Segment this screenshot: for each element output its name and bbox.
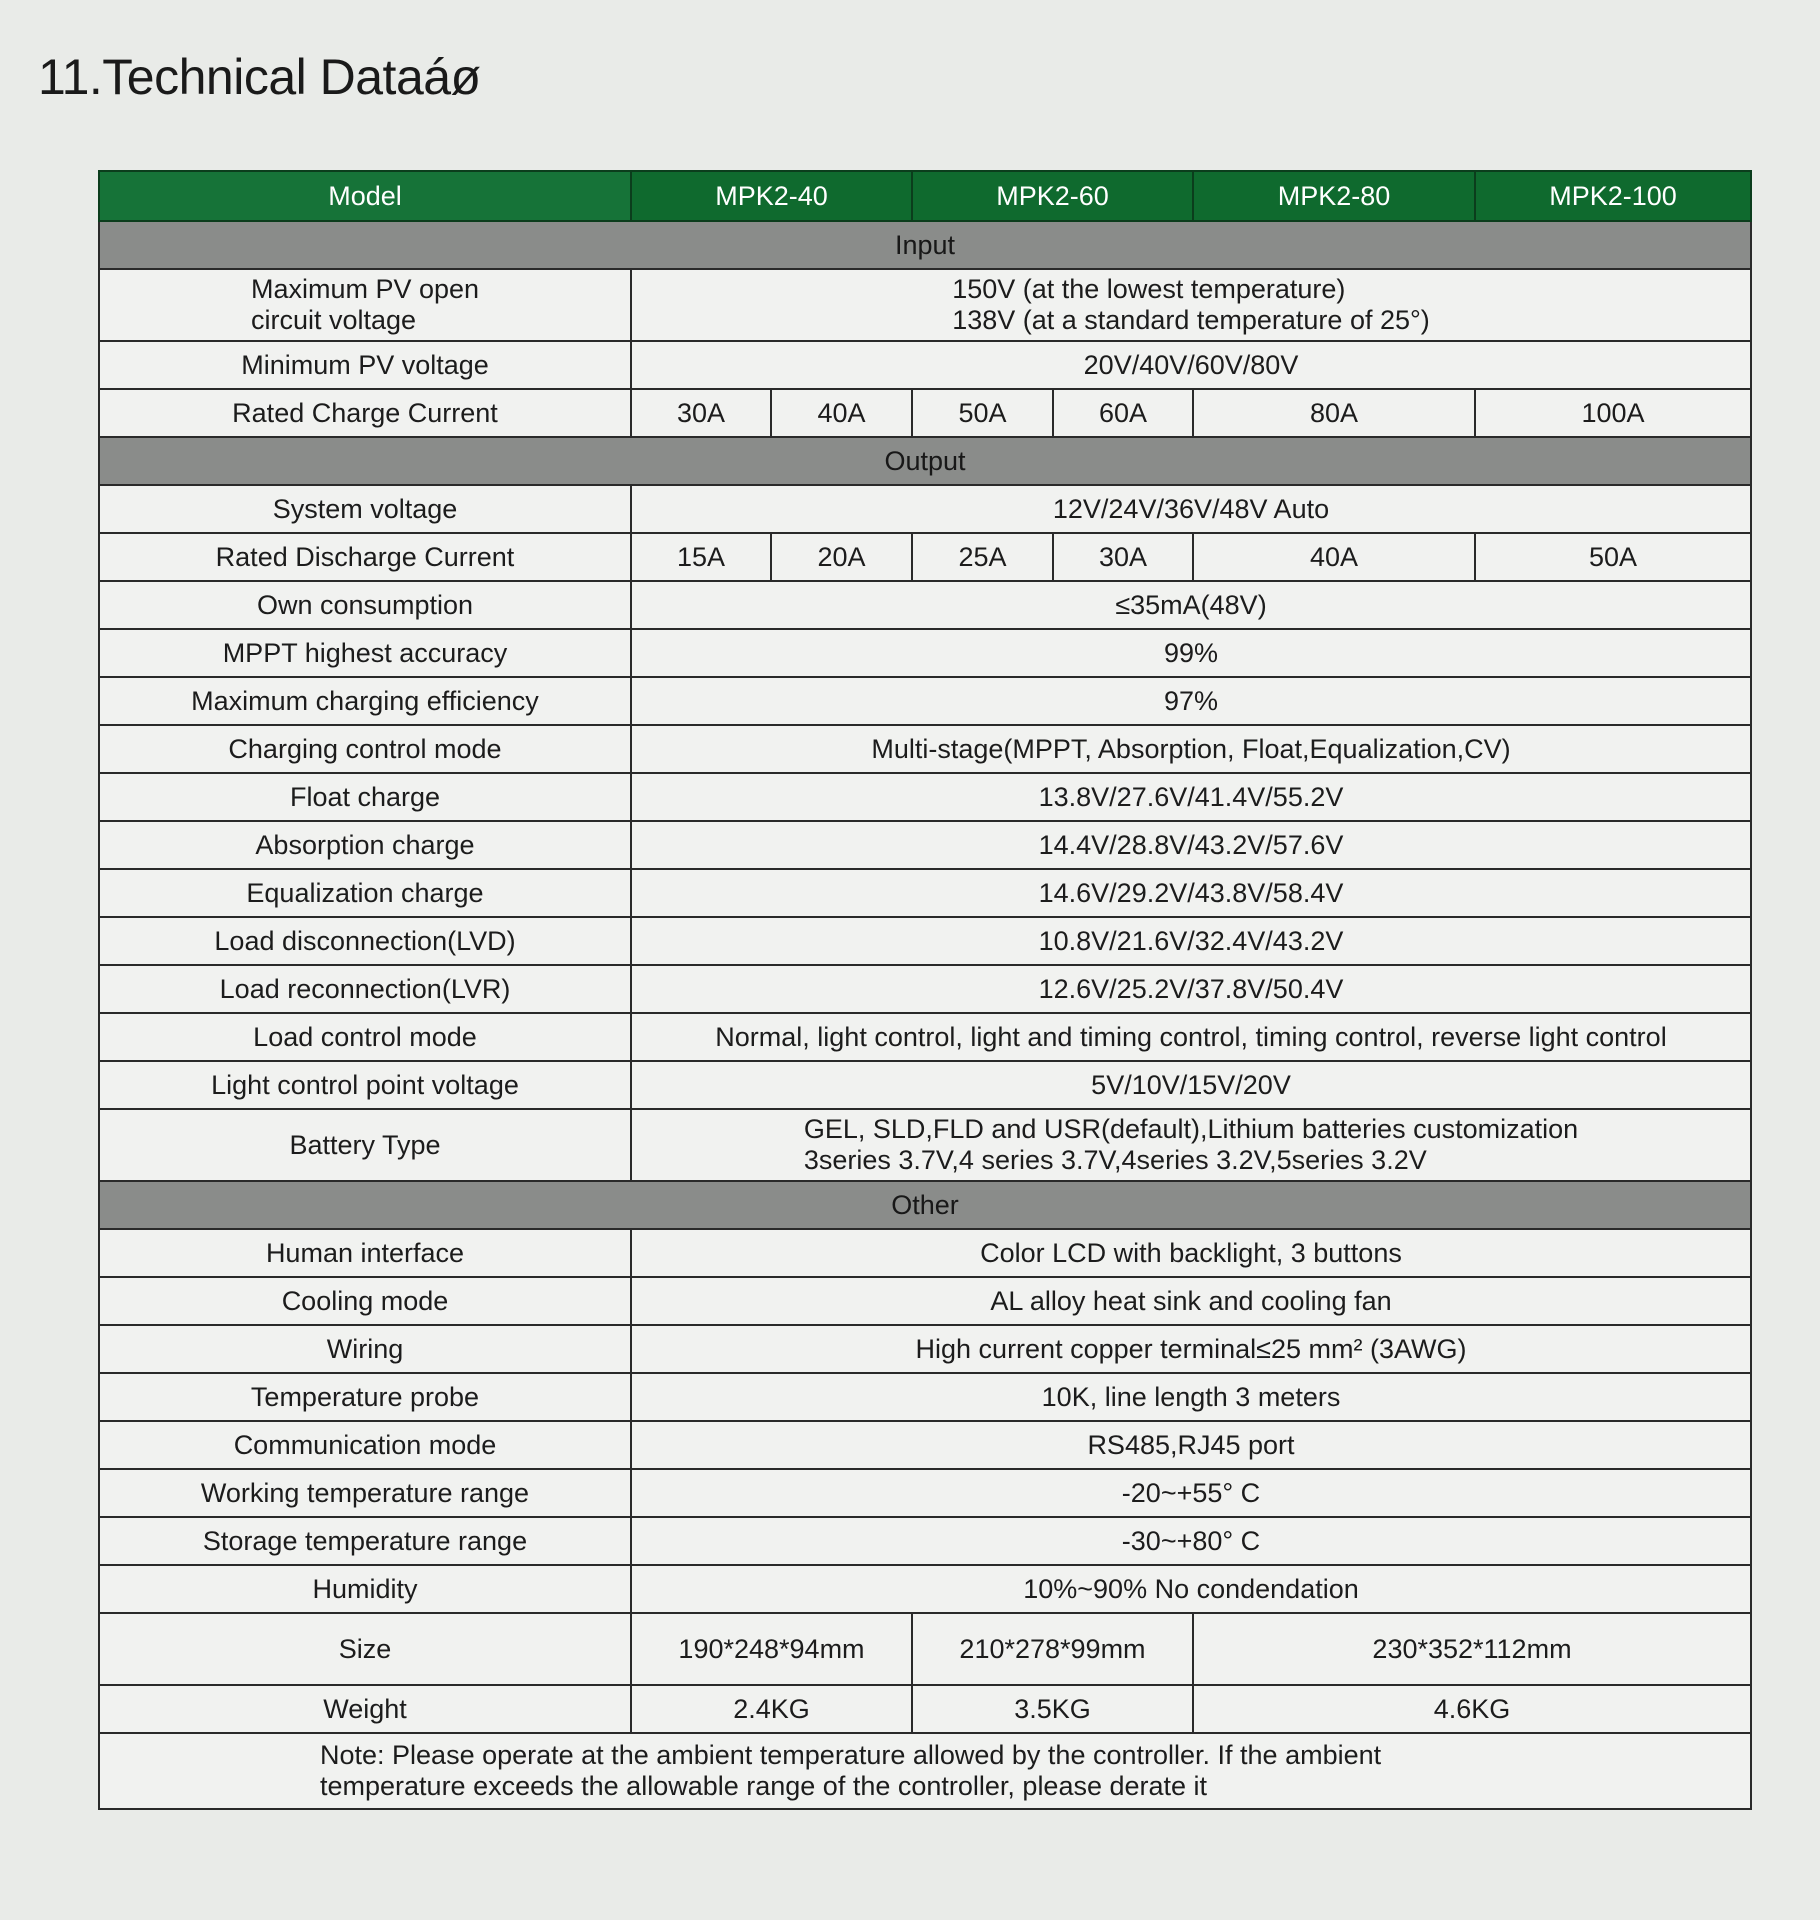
row-value: 99% <box>631 629 1751 677</box>
model-mpk2-100: MPK2-100 <box>1475 171 1751 221</box>
row-value: 10%~90% No condendation <box>631 1565 1751 1613</box>
section-output-row <box>99 437 1751 485</box>
row-label: Working temperature range <box>99 1469 631 1517</box>
row-value: -30~+80° C <box>631 1517 1751 1565</box>
model-mpk2-60: MPK2-60 <box>912 171 1193 221</box>
row-value: 12.6V/25.2V/37.8V/50.4V <box>631 965 1751 1013</box>
table-row <box>99 917 1751 965</box>
table-row <box>99 1373 1751 1421</box>
table-row <box>99 1013 1751 1061</box>
row-value: 50A <box>1475 533 1751 581</box>
row-value: 210*278*99mm <box>912 1613 1193 1685</box>
model-mpk2-40: MPK2-40 <box>631 171 912 221</box>
row-value: High current copper terminal≤25 mm² (3AWG) <box>631 1325 1751 1373</box>
row-label: Light control point voltage <box>99 1061 631 1109</box>
row-value: 4.6KG <box>1193 1685 1751 1733</box>
row-value: 40A <box>1193 533 1475 581</box>
row-value: 30A <box>1053 533 1193 581</box>
row-label <box>99 269 631 341</box>
table-row <box>99 1061 1751 1109</box>
row-label: Minimum PV voltage <box>99 341 631 389</box>
row-label: Charging control mode <box>99 725 631 773</box>
row-value: 5V/10V/15V/20V <box>631 1061 1751 1109</box>
row-value: 100A <box>1475 389 1751 437</box>
table-row <box>99 1277 1751 1325</box>
section-input: Input <box>99 221 1751 269</box>
table-row <box>99 341 1751 389</box>
table-row <box>99 869 1751 917</box>
table-row <box>99 389 1751 437</box>
row-value: 14.6V/29.2V/43.8V/58.4V <box>631 869 1751 917</box>
row-value: AL alloy heat sink and cooling fan <box>631 1277 1751 1325</box>
table-row <box>99 581 1751 629</box>
table-row <box>99 1565 1751 1613</box>
note-line: temperature exceeds the allowable range of the controller, please derate it <box>320 1771 1208 1801</box>
section-input-row <box>99 221 1751 269</box>
row-value: 15A <box>631 533 771 581</box>
row-label: Load reconnection(LVR) <box>99 965 631 1013</box>
table-row <box>99 485 1751 533</box>
table-row <box>99 1421 1751 1469</box>
row-label: Equalization charge <box>99 869 631 917</box>
table-row <box>99 1469 1751 1517</box>
row-value-line: 150V (at the lowest temperature) <box>952 274 1346 304</box>
row-value: 2.4KG <box>631 1685 912 1733</box>
model-label: Model <box>99 171 631 221</box>
row-value: 20A <box>771 533 912 581</box>
table-row <box>99 677 1751 725</box>
row-label: Temperature probe <box>99 1373 631 1421</box>
row-label: Maximum charging efficiency <box>99 677 631 725</box>
row-value: 12V/24V/36V/48V Auto <box>631 485 1751 533</box>
section-output: Output <box>99 437 1751 485</box>
row-value: 25A <box>912 533 1053 581</box>
row-label: Humidity <box>99 1565 631 1613</box>
table-row <box>99 1229 1751 1277</box>
table-row-size <box>99 1613 1751 1685</box>
row-label: Human interface <box>99 1229 631 1277</box>
row-value: 3.5KG <box>912 1685 1193 1733</box>
section-other: Other <box>99 1181 1751 1229</box>
row-label: Load disconnection(LVD) <box>99 917 631 965</box>
row-label: Wiring <box>99 1325 631 1373</box>
note-line: Note: Please operate at the ambient temperature allowed by the controller. If the ambient <box>320 1740 1382 1770</box>
model-header-row <box>99 171 1751 221</box>
row-value <box>631 1109 1751 1181</box>
row-value: 60A <box>1053 389 1193 437</box>
section-other-row <box>99 1181 1751 1229</box>
row-label-line: Maximum PV open <box>250 274 480 304</box>
row-label: Float charge <box>99 773 631 821</box>
table-row-weight <box>99 1685 1751 1733</box>
row-value-line: 138V (at a standard temperature of 25°) <box>952 305 1430 335</box>
row-value: Normal, light control, light and timing control, timing control, reverse light control <box>631 1013 1751 1061</box>
row-value-line: 3series 3.7V,4 series 3.7V,4series 3.2V,5series 3.2V <box>803 1145 1427 1175</box>
row-label: Own consumption <box>99 581 631 629</box>
row-value: RS485,RJ45 port <box>631 1421 1751 1469</box>
table-row <box>99 629 1751 677</box>
table-row <box>99 1109 1751 1181</box>
row-value: 230*352*112mm <box>1193 1613 1751 1685</box>
row-label: Rated Discharge Current <box>99 533 631 581</box>
page-title: 11.Technical Dataáø <box>38 49 481 105</box>
row-value: -20~+55° C <box>631 1469 1751 1517</box>
row-label: Absorption charge <box>99 821 631 869</box>
table-row <box>99 269 1751 341</box>
note-cell <box>99 1733 1751 1809</box>
row-label: Load control mode <box>99 1013 631 1061</box>
table-row <box>99 965 1751 1013</box>
row-label-line: circuit voltage <box>250 305 417 335</box>
row-label: System voltage <box>99 485 631 533</box>
row-value: Color LCD with backlight, 3 buttons <box>631 1229 1751 1277</box>
row-label: Rated Charge Current <box>99 389 631 437</box>
row-value: Multi-stage(MPPT, Absorption, Float,Equalization,CV) <box>631 725 1751 773</box>
row-value: ≤35mA(48V) <box>631 581 1751 629</box>
row-label: Size <box>99 1613 631 1685</box>
table-row <box>99 533 1751 581</box>
row-label: Cooling mode <box>99 1277 631 1325</box>
row-value: 30A <box>631 389 771 437</box>
row-value: 80A <box>1193 389 1475 437</box>
row-value: 190*248*94mm <box>631 1613 912 1685</box>
note-row <box>99 1733 1751 1809</box>
table-row <box>99 773 1751 821</box>
row-value: 50A <box>912 389 1053 437</box>
row-value: 10.8V/21.6V/32.4V/43.2V <box>631 917 1751 965</box>
table-row <box>99 725 1751 773</box>
technical-data-table <box>98 170 1752 1810</box>
row-label: Weight <box>99 1685 631 1733</box>
row-value: 10K, line length 3 meters <box>631 1373 1751 1421</box>
row-value-line: GEL, SLD,FLD and USR(default),Lithium batteries customization <box>803 1114 1579 1144</box>
table-row <box>99 821 1751 869</box>
row-value: 40A <box>771 389 912 437</box>
table-row <box>99 1325 1751 1373</box>
row-value: 14.4V/28.8V/43.2V/57.6V <box>631 821 1751 869</box>
row-value: 20V/40V/60V/80V <box>631 341 1751 389</box>
row-label: Battery Type <box>99 1109 631 1181</box>
model-mpk2-80: MPK2-80 <box>1193 171 1475 221</box>
row-label: Storage temperature range <box>99 1517 631 1565</box>
table-row <box>99 1517 1751 1565</box>
row-label: Communication mode <box>99 1421 631 1469</box>
row-value <box>631 269 1751 341</box>
row-value: 97% <box>631 677 1751 725</box>
row-label: MPPT highest accuracy <box>99 629 631 677</box>
row-value: 13.8V/27.6V/41.4V/55.2V <box>631 773 1751 821</box>
